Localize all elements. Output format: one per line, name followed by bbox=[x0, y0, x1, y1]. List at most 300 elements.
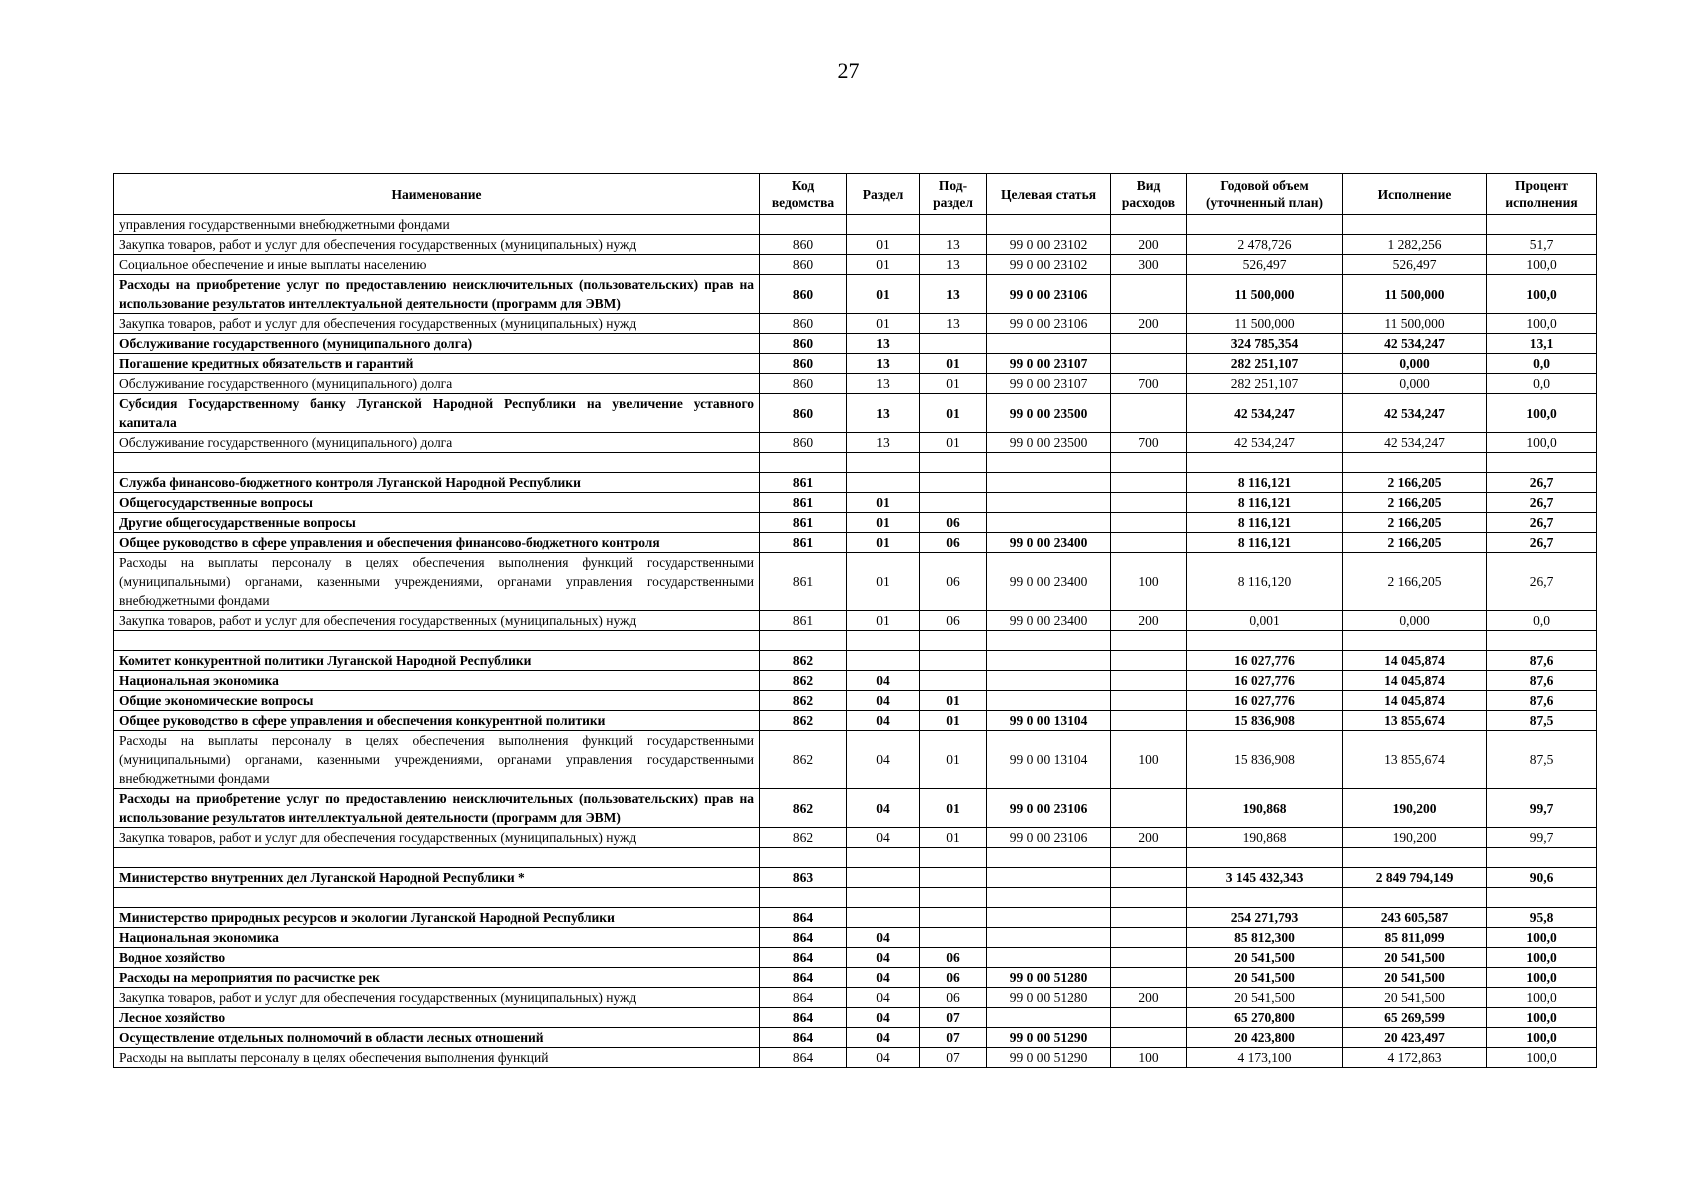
cell-section: 04 bbox=[847, 1048, 920, 1068]
cell-section: 04 bbox=[847, 731, 920, 789]
cell-plan: 8 116,121 bbox=[1187, 493, 1343, 513]
cell-plan: 20 541,500 bbox=[1187, 948, 1343, 968]
cell-subsection: 06 bbox=[920, 948, 987, 968]
cell-type: 200 bbox=[1111, 235, 1187, 255]
cell-name: Национальная экономика bbox=[114, 671, 760, 691]
cell-pct: 100,0 bbox=[1487, 928, 1597, 948]
cell-type bbox=[1111, 848, 1187, 868]
cell-plan: 2 478,726 bbox=[1187, 235, 1343, 255]
cell-subsection: 01 bbox=[920, 354, 987, 374]
cell-type: 200 bbox=[1111, 828, 1187, 848]
cell-article bbox=[987, 888, 1111, 908]
cell-exec: 2 166,205 bbox=[1343, 533, 1487, 553]
cell-code: 864 bbox=[760, 1008, 847, 1028]
cell-pct: 26,7 bbox=[1487, 553, 1597, 611]
cell-section bbox=[847, 631, 920, 651]
cell-section bbox=[847, 215, 920, 235]
cell-type: 700 bbox=[1111, 374, 1187, 394]
cell-plan bbox=[1187, 453, 1343, 473]
cell-article: 99 0 00 23106 bbox=[987, 275, 1111, 314]
cell-article bbox=[987, 473, 1111, 493]
cell-plan: 20 541,500 bbox=[1187, 988, 1343, 1008]
cell-plan: 11 500,000 bbox=[1187, 314, 1343, 334]
cell-exec: 42 534,247 bbox=[1343, 334, 1487, 354]
cell-pct: 100,0 bbox=[1487, 1008, 1597, 1028]
cell-section: 01 bbox=[847, 553, 920, 611]
cell-section: 04 bbox=[847, 968, 920, 988]
cell-plan: 282 251,107 bbox=[1187, 354, 1343, 374]
cell-pct: 95,8 bbox=[1487, 908, 1597, 928]
cell-plan bbox=[1187, 888, 1343, 908]
cell-plan: 16 027,776 bbox=[1187, 671, 1343, 691]
cell-name bbox=[114, 848, 760, 868]
cell-type bbox=[1111, 493, 1187, 513]
cell-article bbox=[987, 334, 1111, 354]
cell-plan: 8 116,120 bbox=[1187, 553, 1343, 611]
cell-code: 862 bbox=[760, 651, 847, 671]
cell-pct: 87,5 bbox=[1487, 711, 1597, 731]
cell-section: 13 bbox=[847, 394, 920, 433]
cell-subsection: 06 bbox=[920, 968, 987, 988]
cell-pct: 87,6 bbox=[1487, 671, 1597, 691]
cell-pct: 100,0 bbox=[1487, 1028, 1597, 1048]
table-row bbox=[114, 868, 1597, 888]
cell-name: Закупка товаров, работ и услуг для обеспечения государственных (муниципальных) нужд bbox=[114, 314, 760, 334]
cell-pct bbox=[1487, 888, 1597, 908]
cell-subsection: 06 bbox=[920, 513, 987, 533]
cell-pct: 100,0 bbox=[1487, 1048, 1597, 1068]
cell-type bbox=[1111, 868, 1187, 888]
cell-section bbox=[847, 888, 920, 908]
cell-name: Расходы на приобретение услуг по предоставлению неисключительных (пользовательских) прав на использование результатов интеллектуальной деятельности (программ для ЭВМ) bbox=[114, 275, 760, 314]
cell-pct: 90,6 bbox=[1487, 868, 1597, 888]
cell-subsection bbox=[920, 888, 987, 908]
cell-section: 04 bbox=[847, 691, 920, 711]
table-row bbox=[114, 828, 1597, 848]
cell-subsection bbox=[920, 651, 987, 671]
cell-subsection: 01 bbox=[920, 711, 987, 731]
cell-plan: 190,868 bbox=[1187, 828, 1343, 848]
cell-pct: 26,7 bbox=[1487, 513, 1597, 533]
cell-name: Закупка товаров, работ и услуг для обеспечения государственных (муниципальных) нужд bbox=[114, 611, 760, 631]
cell-exec: 190,200 bbox=[1343, 828, 1487, 848]
cell-type bbox=[1111, 215, 1187, 235]
cell-name: Общегосударственные вопросы bbox=[114, 493, 760, 513]
cell-subsection bbox=[920, 631, 987, 651]
header-pct: Процент исполнения bbox=[1487, 174, 1597, 215]
cell-section bbox=[847, 473, 920, 493]
cell-exec: 13 855,674 bbox=[1343, 731, 1487, 789]
cell-code: 860 bbox=[760, 255, 847, 275]
table-row bbox=[114, 513, 1597, 533]
cell-name: Расходы на приобретение услуг по предоставлению неисключительных (пользовательских) прав на использование результатов интеллектуальной деятельности (программ для ЭВМ) bbox=[114, 789, 760, 828]
cell-type bbox=[1111, 334, 1187, 354]
cell-plan: 254 271,793 bbox=[1187, 908, 1343, 928]
cell-name: Расходы на выплаты персоналу в целях обеспечения выполнения функций bbox=[114, 1048, 760, 1068]
cell-name: Расходы на выплаты персоналу в целях обеспечения выполнения функций государственными (муниципальными) органами, казенными учреждениями, органами управления государственными внебюджетными фондами bbox=[114, 553, 760, 611]
cell-name: Министерство природных ресурсов и экологии Луганской Народной Республики bbox=[114, 908, 760, 928]
cell-article: 99 0 00 23107 bbox=[987, 374, 1111, 394]
cell-exec: 526,497 bbox=[1343, 255, 1487, 275]
cell-subsection: 13 bbox=[920, 255, 987, 275]
cell-subsection: 01 bbox=[920, 374, 987, 394]
header-type: Вид расходов bbox=[1111, 174, 1187, 215]
cell-code: 862 bbox=[760, 711, 847, 731]
cell-article bbox=[987, 215, 1111, 235]
cell-article bbox=[987, 513, 1111, 533]
cell-name: Расходы на выплаты персоналу в целях обеспечения выполнения функций государственными (муниципальными) органами, казенными учреждениями, органами управления государственными внебюджетными фондами bbox=[114, 731, 760, 789]
cell-article bbox=[987, 631, 1111, 651]
cell-article: 99 0 00 13104 bbox=[987, 711, 1111, 731]
cell-subsection: 06 bbox=[920, 988, 987, 1008]
cell-name bbox=[114, 453, 760, 473]
cell-subsection: 13 bbox=[920, 235, 987, 255]
cell-pct: 87,5 bbox=[1487, 731, 1597, 789]
cell-article bbox=[987, 928, 1111, 948]
cell-pct: 99,7 bbox=[1487, 828, 1597, 848]
table-row bbox=[114, 948, 1597, 968]
cell-subsection bbox=[920, 671, 987, 691]
cell-subsection: 06 bbox=[920, 533, 987, 553]
cell-name: Общие экономические вопросы bbox=[114, 691, 760, 711]
cell-pct bbox=[1487, 848, 1597, 868]
table-row bbox=[114, 888, 1597, 908]
cell-code: 864 bbox=[760, 948, 847, 968]
cell-section bbox=[847, 908, 920, 928]
cell-subsection bbox=[920, 215, 987, 235]
table-row bbox=[114, 255, 1597, 275]
cell-subsection: 01 bbox=[920, 731, 987, 789]
cell-section bbox=[847, 868, 920, 888]
cell-subsection: 01 bbox=[920, 433, 987, 453]
cell-article: 99 0 00 13104 bbox=[987, 731, 1111, 789]
cell-name: Закупка товаров, работ и услуг для обеспечения государственных (муниципальных) нужд bbox=[114, 235, 760, 255]
table-row bbox=[114, 848, 1597, 868]
cell-name: Служба финансово-бюджетного контроля Луганской Народной Республики bbox=[114, 473, 760, 493]
cell-code: 862 bbox=[760, 671, 847, 691]
cell-name: Общее руководство в сфере управления и обеспечения конкурентной политики bbox=[114, 711, 760, 731]
cell-code: 862 bbox=[760, 731, 847, 789]
cell-pct bbox=[1487, 631, 1597, 651]
cell-section: 04 bbox=[847, 671, 920, 691]
cell-article bbox=[987, 948, 1111, 968]
table-row bbox=[114, 691, 1597, 711]
cell-code: 861 bbox=[760, 493, 847, 513]
cell-plan bbox=[1187, 215, 1343, 235]
cell-code: 864 bbox=[760, 908, 847, 928]
cell-article bbox=[987, 493, 1111, 513]
cell-pct: 26,7 bbox=[1487, 473, 1597, 493]
cell-exec: 0,000 bbox=[1343, 611, 1487, 631]
cell-type bbox=[1111, 1008, 1187, 1028]
cell-subsection bbox=[920, 493, 987, 513]
cell-exec: 85 811,099 bbox=[1343, 928, 1487, 948]
cell-code bbox=[760, 215, 847, 235]
cell-exec: 13 855,674 bbox=[1343, 711, 1487, 731]
cell-plan: 11 500,000 bbox=[1187, 275, 1343, 314]
header-section: Раздел bbox=[847, 174, 920, 215]
cell-pct bbox=[1487, 453, 1597, 473]
cell-type: 100 bbox=[1111, 553, 1187, 611]
page-number: 27 bbox=[837, 58, 860, 83]
cell-type: 200 bbox=[1111, 314, 1187, 334]
cell-plan: 42 534,247 bbox=[1187, 433, 1343, 453]
cell-exec: 65 269,599 bbox=[1343, 1008, 1487, 1028]
cell-code: 864 bbox=[760, 1048, 847, 1068]
cell-plan: 8 116,121 bbox=[1187, 473, 1343, 493]
cell-name: Водное хозяйство bbox=[114, 948, 760, 968]
cell-article: 99 0 00 23102 bbox=[987, 255, 1111, 275]
cell-subsection bbox=[920, 473, 987, 493]
cell-pct: 100,0 bbox=[1487, 275, 1597, 314]
cell-pct: 26,7 bbox=[1487, 533, 1597, 553]
cell-exec: 42 534,247 bbox=[1343, 433, 1487, 453]
cell-pct: 0,0 bbox=[1487, 354, 1597, 374]
table-row bbox=[114, 988, 1597, 1008]
cell-subsection: 13 bbox=[920, 314, 987, 334]
cell-code: 864 bbox=[760, 988, 847, 1008]
table-row bbox=[114, 711, 1597, 731]
cell-code: 862 bbox=[760, 789, 847, 828]
cell-subsection bbox=[920, 868, 987, 888]
cell-type bbox=[1111, 394, 1187, 433]
cell-type: 100 bbox=[1111, 731, 1187, 789]
cell-code: 864 bbox=[760, 968, 847, 988]
cell-pct: 26,7 bbox=[1487, 493, 1597, 513]
cell-pct: 100,0 bbox=[1487, 255, 1597, 275]
cell-section: 01 bbox=[847, 493, 920, 513]
cell-type: 100 bbox=[1111, 1048, 1187, 1068]
cell-exec: 14 045,874 bbox=[1343, 691, 1487, 711]
cell-type bbox=[1111, 651, 1187, 671]
table-row bbox=[114, 374, 1597, 394]
cell-type bbox=[1111, 473, 1187, 493]
cell-code: 862 bbox=[760, 691, 847, 711]
cell-code: 861 bbox=[760, 611, 847, 631]
cell-exec: 243 605,587 bbox=[1343, 908, 1487, 928]
table-row bbox=[114, 731, 1597, 789]
table-row bbox=[114, 968, 1597, 988]
cell-plan: 526,497 bbox=[1187, 255, 1343, 275]
cell-name: Другие общегосударственные вопросы bbox=[114, 513, 760, 533]
cell-section: 04 bbox=[847, 948, 920, 968]
cell-subsection: 01 bbox=[920, 789, 987, 828]
cell-pct: 100,0 bbox=[1487, 433, 1597, 453]
cell-subsection bbox=[920, 848, 987, 868]
cell-exec: 2 166,205 bbox=[1343, 553, 1487, 611]
cell-section: 04 bbox=[847, 711, 920, 731]
cell-article: 99 0 00 23400 bbox=[987, 533, 1111, 553]
cell-article: 99 0 00 23500 bbox=[987, 433, 1111, 453]
cell-code: 861 bbox=[760, 533, 847, 553]
cell-article: 99 0 00 23107 bbox=[987, 354, 1111, 374]
cell-code: 860 bbox=[760, 314, 847, 334]
cell-type bbox=[1111, 671, 1187, 691]
cell-article bbox=[987, 671, 1111, 691]
table-row bbox=[114, 314, 1597, 334]
cell-name: Расходы на мероприятия по расчистке рек bbox=[114, 968, 760, 988]
cell-subsection: 13 bbox=[920, 275, 987, 314]
cell-name: Обслуживание государственного (муниципального) долга bbox=[114, 374, 760, 394]
table-row bbox=[114, 611, 1597, 631]
cell-code: 860 bbox=[760, 433, 847, 453]
cell-article bbox=[987, 868, 1111, 888]
table-row bbox=[114, 354, 1597, 374]
cell-article bbox=[987, 1008, 1111, 1028]
cell-type bbox=[1111, 354, 1187, 374]
table-row bbox=[114, 631, 1597, 651]
table-row bbox=[114, 433, 1597, 453]
cell-plan: 42 534,247 bbox=[1187, 394, 1343, 433]
cell-exec: 2 849 794,149 bbox=[1343, 868, 1487, 888]
cell-type bbox=[1111, 533, 1187, 553]
cell-name: Обслуживание государственного (муниципального) долга bbox=[114, 433, 760, 453]
cell-type bbox=[1111, 968, 1187, 988]
cell-exec: 11 500,000 bbox=[1343, 275, 1487, 314]
cell-section bbox=[847, 651, 920, 671]
cell-code: 861 bbox=[760, 553, 847, 611]
cell-exec bbox=[1343, 888, 1487, 908]
cell-name: Осуществление отдельных полномочий в области лесных отношений bbox=[114, 1028, 760, 1048]
cell-exec: 1 282,256 bbox=[1343, 235, 1487, 255]
cell-section: 01 bbox=[847, 611, 920, 631]
cell-type bbox=[1111, 275, 1187, 314]
cell-subsection bbox=[920, 334, 987, 354]
cell-section: 01 bbox=[847, 275, 920, 314]
cell-subsection: 07 bbox=[920, 1028, 987, 1048]
cell-type bbox=[1111, 908, 1187, 928]
cell-section: 01 bbox=[847, 513, 920, 533]
cell-plan: 15 836,908 bbox=[1187, 711, 1343, 731]
cell-plan: 282 251,107 bbox=[1187, 374, 1343, 394]
cell-type bbox=[1111, 711, 1187, 731]
cell-code: 861 bbox=[760, 473, 847, 493]
cell-article: 99 0 00 23106 bbox=[987, 789, 1111, 828]
cell-plan: 16 027,776 bbox=[1187, 651, 1343, 671]
table-row bbox=[114, 1048, 1597, 1068]
cell-exec: 20 541,500 bbox=[1343, 968, 1487, 988]
cell-type: 200 bbox=[1111, 988, 1187, 1008]
header-exec: Исполнение bbox=[1343, 174, 1487, 215]
cell-exec: 190,200 bbox=[1343, 789, 1487, 828]
cell-name: Министерство внутренних дел Луганской Народной Республики * bbox=[114, 868, 760, 888]
cell-exec: 2 166,205 bbox=[1343, 493, 1487, 513]
cell-code: 863 bbox=[760, 868, 847, 888]
cell-section: 04 bbox=[847, 789, 920, 828]
cell-code: 860 bbox=[760, 235, 847, 255]
cell-exec bbox=[1343, 215, 1487, 235]
table-row bbox=[114, 671, 1597, 691]
table-row bbox=[114, 533, 1597, 553]
cell-article: 99 0 00 51290 bbox=[987, 1028, 1111, 1048]
cell-section: 04 bbox=[847, 1028, 920, 1048]
cell-code: 860 bbox=[760, 275, 847, 314]
cell-code: 860 bbox=[760, 394, 847, 433]
cell-code: 864 bbox=[760, 928, 847, 948]
cell-subsection: 06 bbox=[920, 553, 987, 611]
cell-subsection bbox=[920, 908, 987, 928]
cell-article bbox=[987, 453, 1111, 473]
cell-exec: 11 500,000 bbox=[1343, 314, 1487, 334]
cell-code: 860 bbox=[760, 354, 847, 374]
cell-subsection: 07 bbox=[920, 1008, 987, 1028]
cell-section: 04 bbox=[847, 988, 920, 1008]
cell-name: Закупка товаров, работ и услуг для обеспечения государственных (муниципальных) нужд bbox=[114, 828, 760, 848]
cell-plan: 65 270,800 bbox=[1187, 1008, 1343, 1028]
cell-exec bbox=[1343, 631, 1487, 651]
cell-pct: 100,0 bbox=[1487, 988, 1597, 1008]
cell-section: 01 bbox=[847, 255, 920, 275]
cell-type bbox=[1111, 948, 1187, 968]
cell-plan: 8 116,121 bbox=[1187, 513, 1343, 533]
table-row bbox=[114, 215, 1597, 235]
cell-exec: 2 166,205 bbox=[1343, 513, 1487, 533]
cell-exec bbox=[1343, 453, 1487, 473]
cell-name: Социальное обеспечение и иные выплаты населению bbox=[114, 255, 760, 275]
cell-exec: 14 045,874 bbox=[1343, 671, 1487, 691]
cell-subsection: 01 bbox=[920, 691, 987, 711]
cell-code bbox=[760, 453, 847, 473]
cell-section: 01 bbox=[847, 314, 920, 334]
cell-type bbox=[1111, 1028, 1187, 1048]
cell-type bbox=[1111, 928, 1187, 948]
cell-name bbox=[114, 631, 760, 651]
cell-article: 99 0 00 23106 bbox=[987, 314, 1111, 334]
cell-plan: 4 173,100 bbox=[1187, 1048, 1343, 1068]
cell-type: 200 bbox=[1111, 611, 1187, 631]
cell-plan: 20 541,500 bbox=[1187, 968, 1343, 988]
cell-section: 13 bbox=[847, 354, 920, 374]
cell-pct: 87,6 bbox=[1487, 691, 1597, 711]
table-header-row bbox=[114, 174, 1597, 215]
cell-pct: 0,0 bbox=[1487, 611, 1597, 631]
cell-section bbox=[847, 453, 920, 473]
cell-plan: 15 836,908 bbox=[1187, 731, 1343, 789]
cell-exec: 20 541,500 bbox=[1343, 948, 1487, 968]
cell-pct: 51,7 bbox=[1487, 235, 1597, 255]
table-row bbox=[114, 453, 1597, 473]
cell-pct: 99,7 bbox=[1487, 789, 1597, 828]
table-row bbox=[114, 651, 1597, 671]
cell-plan: 8 116,121 bbox=[1187, 533, 1343, 553]
cell-code: 860 bbox=[760, 334, 847, 354]
cell-subsection: 01 bbox=[920, 394, 987, 433]
cell-section: 04 bbox=[847, 1008, 920, 1028]
cell-name: Лесное хозяйство bbox=[114, 1008, 760, 1028]
cell-name: Обслуживание государственного (муниципального долга) bbox=[114, 334, 760, 354]
cell-article: 99 0 00 23400 bbox=[987, 611, 1111, 631]
cell-plan: 324 785,354 bbox=[1187, 334, 1343, 354]
cell-pct: 100,0 bbox=[1487, 968, 1597, 988]
cell-plan bbox=[1187, 631, 1343, 651]
cell-subsection bbox=[920, 928, 987, 948]
cell-exec bbox=[1343, 848, 1487, 868]
cell-article bbox=[987, 651, 1111, 671]
cell-article bbox=[987, 908, 1111, 928]
cell-name: Комитет конкурентной политики Луганской Народной Республики bbox=[114, 651, 760, 671]
cell-pct: 100,0 bbox=[1487, 948, 1597, 968]
header-article: Целевая статья bbox=[987, 174, 1111, 215]
cell-code bbox=[760, 631, 847, 651]
cell-section: 13 bbox=[847, 334, 920, 354]
header-name: Наименование bbox=[114, 174, 760, 215]
cell-article: 99 0 00 23106 bbox=[987, 828, 1111, 848]
table-row bbox=[114, 1008, 1597, 1028]
cell-code bbox=[760, 888, 847, 908]
cell-exec: 0,000 bbox=[1343, 354, 1487, 374]
cell-exec: 14 045,874 bbox=[1343, 651, 1487, 671]
cell-plan bbox=[1187, 848, 1343, 868]
